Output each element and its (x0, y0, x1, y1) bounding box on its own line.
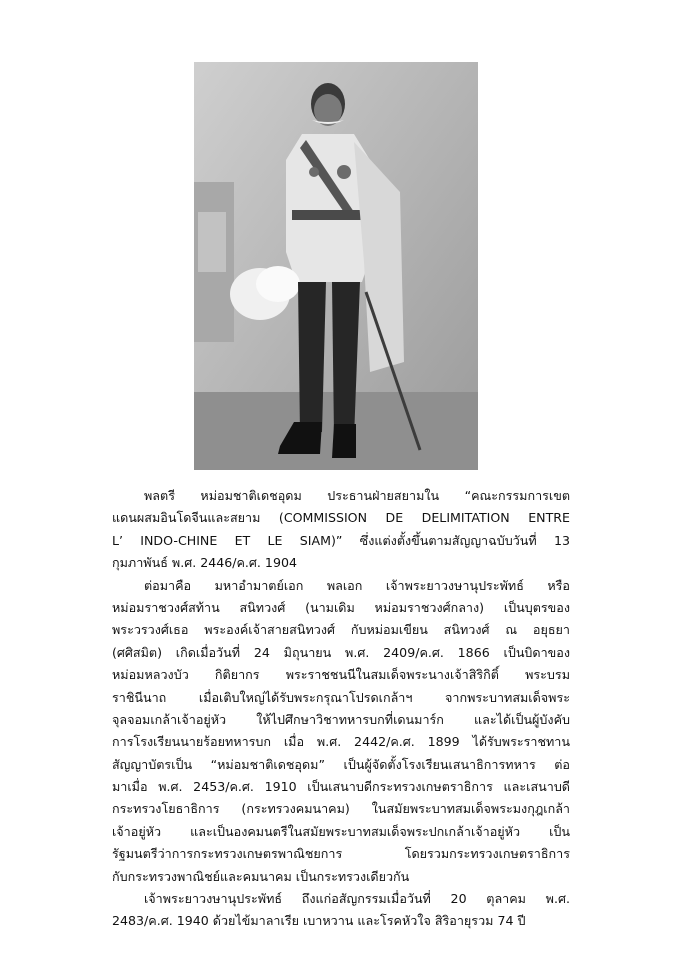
text-line: การโรงเรียนนายร้อยทหารบก เมื่อ พ.ศ. 2442/ค.ศ. 1899 ได้รับพระราชทาน (112, 734, 570, 750)
text-line: จุลจอมเกล้าเจ้าอยู่หัว ให้ไปศึกษาวิชาทหารบกที่เดนมาร์ก และได้เป็นผู้บังคับ (112, 711, 570, 727)
text-line: (ศศิสมิต) เกิดเมื่อวันที่ 24 มิถุนายน พ.ศ. 2409/ค.ศ. 1866 เป็นบิดาของ (112, 644, 570, 660)
text-line: ราชินีนาถ เมื่อเติบใหญ่ได้รับพระกรุณาโปรดเกล้าฯ จากพระบาทสมเด็จพระ (112, 689, 570, 705)
text-line: กระทรวงโยธาธิการ (กระทรวงคมนาคม) ในสมัยพระบาทสมเด็จพระมงกุฎเกล้า (112, 801, 570, 817)
text-line: ต่อมาคือ มหาอำมาตย์เอก พลเอก เจ้าพระยาวงษานุประพัทธ์ หรือ (144, 577, 570, 593)
text-line: เจ้าอยู่หัว และเป็นองคมนตรีในสมัยพระบาทสมเด็จพระปกเกล้าเจ้าอยู่หัว เป็น (112, 823, 570, 839)
text-line: รัฐมนตรีว่าการกระทรวงเกษตรพาณิชยการ โดยรวมกระทรวงเกษตราธิการ (112, 846, 570, 862)
article-text (112, 485, 570, 933)
text-line: หม่อมราชวงศ์สท้าน สนิทวงศ์ (นามเดิม หม่อมราชวงศ์กลาง) เป็นบุตรของ (112, 599, 570, 615)
portrait-photo-icon (194, 62, 478, 470)
paragraph-death (112, 888, 570, 933)
text-line: แดนผสมอินโดจีนและสยาม (COMMISSION DE DELIMITATION ENTRE (112, 510, 570, 526)
paragraph-caption (112, 485, 570, 575)
portrait-photo (194, 62, 478, 470)
text-line: พระวรวงศ์เธอ พระองค์เจ้าสายสนิทวงศ์ กับหม่อมเขียน สนิทวงศ์ ณ อยุธยา (112, 622, 570, 638)
text-line: เจ้าพระยาวงษานุประพัทธ์ ถึงแก่อสัญกรรมเมื่อวันที่ 20 ตุลาคม พ.ศ. (144, 891, 570, 907)
text-line: กุมภาพันธ์ พ.ศ. 2446/ค.ศ. 1904 (112, 555, 297, 571)
text-line: พลตรี หม่อมชาติเดชอุดม ประธานฝ่ายสยามใน “คณะกรรมการเขต (144, 488, 570, 503)
text-line: L’ INDO-CHINE ET LE SIAM)” ซึ่งแต่งตั้งขึ้นตามสัญญาฉบับวันที่ 13 (112, 532, 570, 548)
text-line: สัญญาบัตรเป็น “หม่อมชาติเดชอุดม” เป็นผู้จัดตั้งโรงเรียนเสนาธิการทหาร ต่อ (112, 756, 570, 772)
text-line: มาเมื่อ พ.ศ. 2453/ค.ศ. 1910 เป็นเสนาบดีกระทรวงเกษตราธิการ และเสนาบดี (112, 779, 570, 795)
text-line: 2483/ค.ศ. 1940 ด้วยไข้มาลาเรีย เบาหวาน และโรคหัวใจ สิริอายุรวม 74 ปี (112, 913, 526, 929)
text-line: กับกระทรวงพาณิชย์และคมนาคม เป็นกระทรวงเดียวกัน (112, 868, 410, 884)
paragraph-biography (112, 575, 570, 888)
text-line: หม่อมหลวงบัว กิติยากร พระราชชนนีในสมเด็จพระนางเจ้าสิริกิติ์ พระบรม (112, 667, 570, 683)
